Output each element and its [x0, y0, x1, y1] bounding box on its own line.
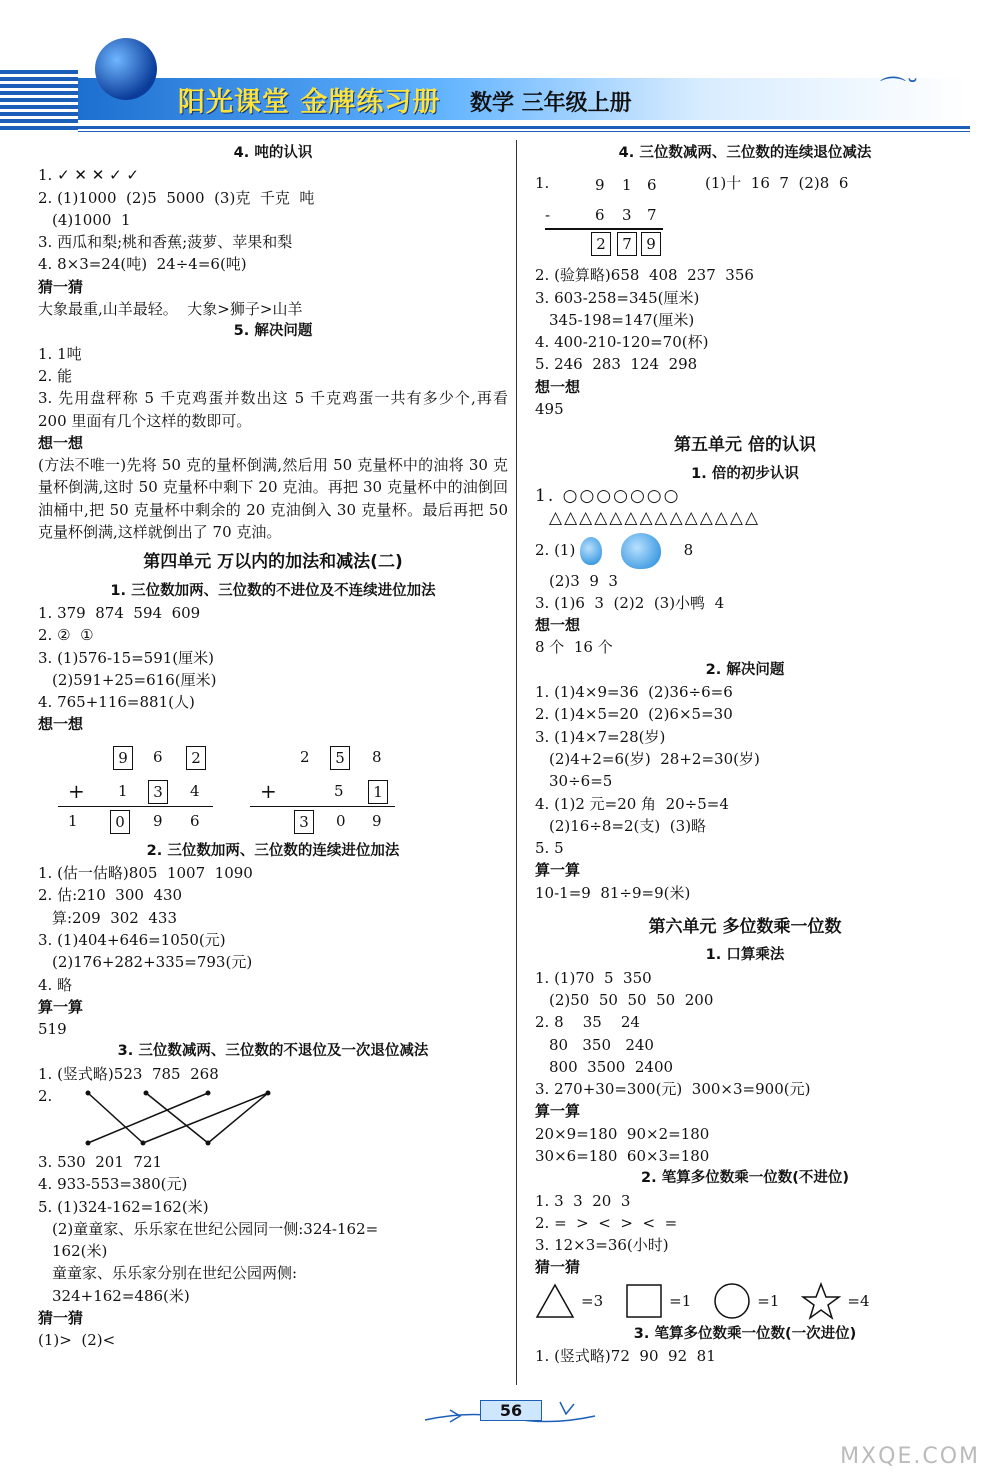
answer-line: 2. (1) — [535, 540, 576, 559]
section-title: 4. 三位数减两、三位数的连续退位减法 — [618, 145, 872, 161]
guess-answer: 大象最重,山羊最轻。 大象>狮子>山羊 — [38, 300, 303, 319]
column-divider — [516, 140, 517, 1385]
answer-line: (2)176+282+335=793(元) — [52, 953, 253, 972]
shape-values — [535, 1279, 955, 1323]
think-label: 想一想 — [535, 377, 581, 396]
answer-line: 2. 估:210 300 430 — [38, 886, 183, 905]
guess-label: 猜一猜 — [38, 1309, 84, 1328]
page-header — [0, 0, 1000, 140]
apple-answer — [535, 530, 955, 570]
calc-label: 算一算 — [38, 997, 84, 1016]
digit-box: 7 — [617, 232, 637, 256]
digit: 4 — [190, 781, 200, 800]
digit: 5 — [334, 781, 344, 800]
subject-grade: 数学 三年级上册 — [470, 91, 632, 116]
digit-box: 1 — [368, 780, 388, 804]
section-title: 4. 吨的认识 — [233, 145, 313, 161]
digit: 1 — [622, 176, 632, 195]
digit: 1 — [68, 811, 78, 830]
sum-rule — [58, 806, 213, 808]
shape-value: =4 — [847, 1291, 870, 1310]
answer-line: 80 350 240 — [549, 1035, 654, 1054]
answer-line: (2)3 9 3 — [549, 571, 618, 590]
digit: 9 — [153, 811, 163, 830]
section-title: 2. 笔算多位数乘一位数(不进位) — [641, 1170, 849, 1187]
apple-icon — [621, 533, 661, 569]
think-answer: (方法不唯一)先将 50 克的量杯倒满,然后用 50 克量杯中的油将 30 克量杯倒满,这时 50 克量杯中剩下 20 克油。再把 30 克量杯中的油倒回油桶中,把 50 克量杯中剩余的 20 克油倒入 30 克量杯。最后再把 50 克量杯倒满,这样就倒出了 70 克油。 — [38, 456, 508, 542]
answer-line: 童童家、乐乐家分别在世纪公园两侧: — [52, 1264, 298, 1283]
answer-line: 1. 379 874 594 609 — [38, 603, 201, 622]
calc-answer: 10-1=9 81÷9=9(米) — [535, 883, 691, 902]
answer-line: 1. (估一估略)805 1007 1090 — [38, 864, 253, 883]
answer-line: 5. 5 — [535, 839, 564, 858]
vertical-addition-pair — [38, 742, 508, 832]
vertical-subtraction — [535, 170, 955, 256]
answer-line: 4. (1)2 元=20 角 20÷5=4 — [535, 794, 729, 813]
matching-lines-svg — [68, 1085, 328, 1151]
digit: 3 — [622, 206, 632, 225]
header-rule — [78, 126, 970, 129]
digit: 7 — [647, 206, 657, 225]
answer-line: 4. 8×3=24(吨) 24÷4=6(吨) — [38, 255, 247, 274]
unit-title: 第六单元 多位数乘一位数 — [648, 917, 842, 938]
answer-line: 162(米) — [52, 1242, 108, 1261]
answer-line: 3. (1)404+646=1050(元) — [38, 930, 226, 949]
answer-line: 2. = > < > < = — [535, 1213, 678, 1232]
answer-line: (2)591+25=616(厘米) — [52, 670, 217, 689]
operator: + — [68, 778, 85, 803]
answer-line: 1. 3 3 20 3 — [535, 1191, 631, 1210]
answer-line: 3. 530 201 721 — [38, 1152, 163, 1171]
answer-line: 3. (1)576-15=591(厘米) — [38, 648, 215, 667]
book-title: 阳光课堂 金牌练习册 — [178, 87, 441, 118]
answer-line: 1. (竖式略)72 90 92 81 — [535, 1347, 716, 1366]
digit: 0 — [336, 811, 346, 830]
calc-label: 算一算 — [535, 861, 581, 880]
answer-line: 4. 933-553=380(元) — [38, 1175, 188, 1194]
shape-value: =1 — [757, 1291, 780, 1310]
operator: + — [260, 778, 277, 803]
square-icon — [625, 1283, 663, 1319]
think-answer: 495 — [535, 400, 564, 419]
answer-line: 4. 略 — [38, 975, 73, 994]
digit: 8 — [372, 747, 382, 766]
digit: 9 — [372, 811, 382, 830]
calc-answer: 519 — [38, 1020, 67, 1039]
guess-label: 猜一猜 — [38, 277, 84, 296]
calc-answer: 30×6=180 60×3=180 — [535, 1146, 710, 1165]
answer-line: 2. 能 — [38, 366, 73, 385]
digit: 6 — [153, 747, 163, 766]
answer-line: 800 3500 2400 — [549, 1057, 674, 1076]
circle-icon — [713, 1282, 751, 1320]
answer-line: 324+162=486(米) — [52, 1286, 190, 1305]
section-title: 1. 口算乘法 — [705, 947, 785, 964]
header-stripes — [0, 70, 78, 130]
think-label: 想一想 — [535, 616, 581, 635]
guess-label: 猜一猜 — [535, 1258, 581, 1277]
section-title: 2. 三位数加两、三位数的连续进位加法 — [146, 842, 400, 859]
answer-line: 1. ✓ ✕ ✕ ✓ ✓ — [38, 166, 139, 185]
answer-line: 2. — [38, 1086, 53, 1105]
think-label: 想一想 — [38, 715, 84, 734]
answer-line: 1. (竖式略)523 785 268 — [38, 1064, 219, 1083]
item-number: 1. — [535, 174, 550, 193]
sum-rule — [250, 806, 395, 808]
calc-answer: 20×9=180 90×2=180 — [535, 1124, 710, 1143]
answer-line: 2. (验算略)658 408 237 356 — [535, 266, 754, 285]
digit: 6 — [647, 176, 657, 195]
digit: 6 — [190, 811, 200, 830]
answer-line: 算:209 302 433 — [52, 908, 178, 927]
answer-line: (2)童童家、乐乐家在世纪公园同一侧:324-162= — [52, 1219, 379, 1238]
answer-line: (2)16÷8=2(支) (3)略 — [549, 816, 707, 835]
shape-value: =1 — [669, 1291, 692, 1310]
answer-line: 4. 765+116=881(人) — [38, 693, 195, 712]
answer-line: 2. (1)1000 (2)5 5000 (3)克 千克 吨 — [38, 188, 315, 207]
triangle-icon — [535, 1283, 575, 1319]
digit: 6 — [595, 206, 605, 225]
calc-label: 算一算 — [535, 1102, 581, 1121]
answer-line: 2. ② ① — [38, 626, 94, 645]
answer-line: 4. 400-210-120=70(杯) — [535, 333, 709, 352]
answer-line: 3. 西瓜和梨;桃和香蕉;菠萝、苹果和梨 — [38, 233, 293, 252]
circles-row: 1. ○○○○○○○ — [535, 485, 681, 506]
answer-line: 3. (1)6 3 (2)2 (3)小鸭 4 — [535, 593, 725, 612]
answer-line: 3. (1)4×7=28(岁) — [535, 727, 666, 746]
answer-line: 3. 270+30=300(元) 300×3=900(元) — [535, 1080, 811, 1099]
digit: 9 — [595, 176, 605, 195]
shape-value: =3 — [581, 1291, 604, 1310]
answer-value: 8 — [683, 540, 694, 559]
answer-line: 2. (1)4×5=20 (2)6×5=30 — [535, 705, 733, 724]
operator: - — [545, 206, 551, 225]
guess-answer: (1)> (2)< — [38, 1331, 116, 1350]
answer-line: 5. 246 283 124 298 — [535, 355, 698, 374]
right-column — [535, 142, 955, 1367]
matching-lines — [38, 1085, 508, 1151]
answer-line: 30÷6=5 — [549, 772, 613, 791]
left-column — [38, 142, 508, 1352]
star-icon — [801, 1282, 841, 1320]
birds-icon: ⌒˘ — [880, 76, 920, 106]
header-rule-thin — [78, 131, 970, 132]
section-title: 1. 倍的初步认识 — [691, 465, 799, 482]
page-number: 56 — [480, 1400, 542, 1421]
answer-line: (2)4+2=6(岁) 28+2=30(岁) — [549, 749, 760, 768]
digit-box: 3 — [294, 810, 314, 834]
digit-box: 2 — [186, 746, 206, 770]
digit: 2 — [300, 747, 310, 766]
watermark: MXQE.COM — [840, 1444, 980, 1469]
digit-box: 9 — [641, 232, 661, 256]
answer-line: 3. 603-258=345(厘米) — [535, 288, 700, 307]
think-answer: 8 个 16 个 — [535, 638, 613, 657]
section-title: 5. 解决问题 — [233, 323, 313, 340]
digit: 1 — [118, 781, 128, 800]
answer-line: 1. 1吨 — [38, 344, 82, 363]
answer-paragraph: 3. 先用盘秤称 5 千克鸡蛋并数出这 5 千克鸡蛋一共有多少个,再看 200 里面有几个这样的数即可。 — [38, 389, 508, 430]
unit-title: 第四单元 万以内的加法和减法(二) — [143, 552, 403, 573]
section-title: 3. 笔算多位数乘一位数(一次进位) — [633, 1325, 857, 1342]
digit-box: 2 — [591, 232, 611, 256]
answer-line: 1. (1)4×9=36 (2)36÷6=6 — [535, 683, 733, 702]
section-title: 3. 三位数减两、三位数的不退位及一次退位减法 — [117, 1043, 429, 1060]
answer-line: 5. (1)324-162=162(米) — [38, 1197, 209, 1216]
answer-line: 2. 8 35 24 — [535, 1013, 640, 1032]
digit-box: 0 — [110, 810, 130, 834]
answer-line: (4)1000 1 — [52, 210, 131, 229]
answer-line: (1)十 16 7 (2)8 6 — [705, 174, 849, 193]
think-label: 想一想 — [38, 433, 84, 452]
section-title: 2. 解决问题 — [705, 661, 785, 678]
digit-box: 9 — [113, 746, 133, 770]
difference-rule — [545, 228, 663, 230]
answer-line: (2)50 50 50 50 200 — [549, 990, 714, 1009]
pear-icon — [580, 537, 602, 565]
section-title: 1. 三位数加两、三位数的不进位及不连续进位加法 — [110, 582, 436, 599]
globe-icon — [95, 38, 157, 100]
triangles-row: △△△△△△△△△△△△△△ — [549, 508, 761, 529]
answer-line: 3. 12×3=36(小时) — [535, 1236, 669, 1255]
digit-box: 3 — [148, 780, 168, 804]
unit-title: 第五单元 倍的认识 — [674, 435, 816, 456]
answer-line: 345-198=147(厘米) — [549, 310, 695, 329]
digit-box: 5 — [330, 746, 350, 770]
answer-line: 1. (1)70 5 350 — [535, 968, 652, 987]
